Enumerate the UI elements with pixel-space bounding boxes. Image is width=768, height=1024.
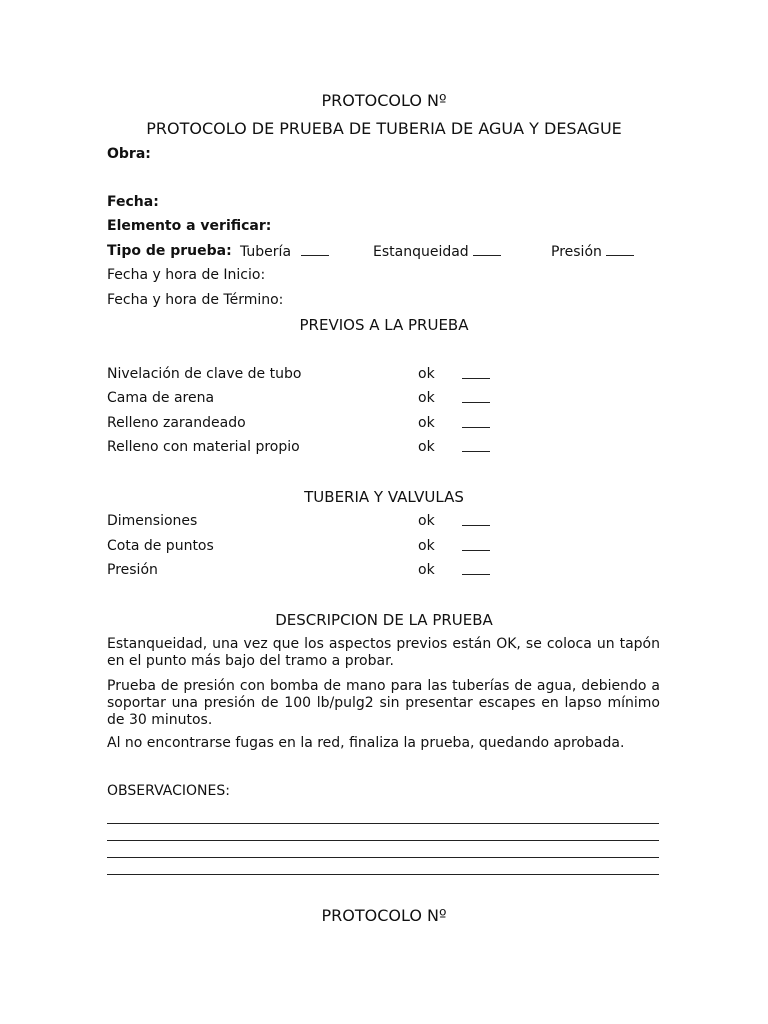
protocol-number: PROTOCOLO Nº <box>321 91 447 110</box>
check-blank <box>462 366 490 383</box>
check-blank <box>462 513 490 530</box>
tipo-option-presion: Presión <box>551 243 634 260</box>
descripcion-paragraph: Al no encontrarse fugas en la red, finaliza la prueba, quedando aprobada. <box>107 735 625 751</box>
check-blank <box>462 538 490 555</box>
check-ok: ok <box>418 439 435 455</box>
fecha-inicio-label: Fecha y hora de Inicio: <box>107 267 266 283</box>
tipo-prueba-label: Tipo de prueba: <box>107 243 232 259</box>
previos-title: PREVIOS A LA PRUEBA <box>299 316 469 334</box>
observation-line <box>107 840 659 841</box>
check-ok: ok <box>418 390 435 406</box>
list-item: Relleno zarandeado <box>107 415 246 431</box>
list-item: Relleno con material propio <box>107 439 300 455</box>
descripcion-title: DESCRIPCION DE LA PRUEBA <box>275 611 493 629</box>
descripcion-paragraph: Estanqueidad, una vez que los aspectos previos están OK, se coloca un tapón en el punto más bajo del tramo a probar. <box>107 636 660 669</box>
tipo-option-estanqueidad: Estanqueidad <box>373 243 501 260</box>
check-ok: ok <box>418 513 435 529</box>
check-ok: ok <box>418 562 435 578</box>
list-item: Presión <box>107 562 158 578</box>
observation-line <box>107 823 659 824</box>
list-item: Nivelación de clave de tubo <box>107 366 302 382</box>
observation-line <box>107 874 659 875</box>
check-blank <box>462 390 490 407</box>
list-item: Dimensiones <box>107 513 198 529</box>
observation-line <box>107 857 659 858</box>
fecha-termino-label: Fecha y hora de Término: <box>107 292 284 308</box>
tuberia-title: TUBERIA Y VALVULAS <box>304 488 464 506</box>
check-ok: ok <box>418 415 435 431</box>
fecha-label: Fecha: <box>107 194 159 210</box>
observaciones-label: OBSERVACIONES: <box>107 783 230 799</box>
elemento-label: Elemento a verificar: <box>107 218 272 234</box>
check-ok: ok <box>418 366 435 382</box>
obra-label: Obra: <box>107 146 151 162</box>
list-item: Cota de puntos <box>107 538 214 554</box>
list-item: Cama de arena <box>107 390 215 406</box>
check-blank <box>462 415 490 432</box>
tipo-option-tuberia: Tubería <box>240 243 329 260</box>
check-ok: ok <box>418 538 435 554</box>
page-title: PROTOCOLO DE PRUEBA DE TUBERIA DE AGUA Y DESAGUE <box>146 119 622 138</box>
footer-protocol-number: PROTOCOLO Nº <box>321 906 447 925</box>
descripcion-paragraph: Prueba de presión con bomba de mano para las tuberías de agua, debiendo a soportar una presión de 100 lb/pulg2 sin presentar escapes en lapso mínimo de 30 minutos. <box>107 678 660 728</box>
check-blank <box>462 439 490 456</box>
check-blank <box>462 562 490 579</box>
